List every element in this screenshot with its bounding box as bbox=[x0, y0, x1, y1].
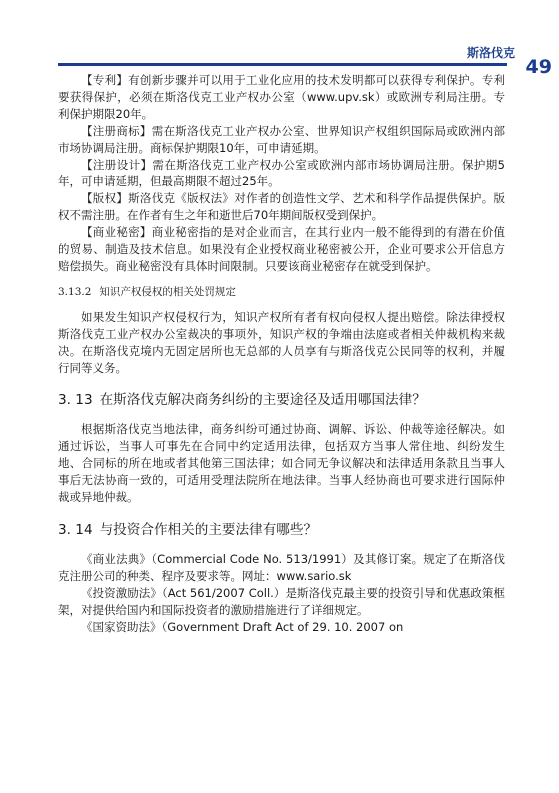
section-number: 3. 13 bbox=[58, 392, 93, 409]
paragraph-disputes: 根据斯洛伐克当地法律，商务纠纷可通过协商、调解、诉讼、仲裁等途径解决。如通过诉讼，当事人可事先在合同中约定适用法律，包括双方当事人常住地、纠纷发生地、合同标的所在地或者其他第三国法律；如合同无争议解决和法律适用条款且当事人事后无法协商一致的，可适用受理法院所在地法律。当事人经协商也可要求进行国际仲裁或异地仲裁。 bbox=[58, 422, 505, 505]
section-heading-3-14 bbox=[58, 521, 505, 539]
section-number: 3. 14 bbox=[58, 521, 93, 538]
paragraph-trademark: 【注册商标】需在斯洛伐克工业产权办公室、世界知识产权组织国际局或欧洲内部市场协调局注册。商标保护期限10年，可申请延期。 bbox=[58, 123, 505, 155]
paragraph-infringement: 如果发生知识产权侵权行为，知识产权所有者有权向侵权人提出赔偿。除法律授权斯洛伐克工业产权办公室裁决的事项外，知识产权的争端由法庭或者相关仲裁机构来裁决。在斯洛伐克境内无固定居所也无总部的人员享有与斯洛伐克公民同等的权利，并履行同等义务。 bbox=[58, 309, 505, 375]
paragraph-design: 【注册设计】需在斯洛伐克工业产权办公室或欧洲内部市场协调局注册。保护期5年，可申请延期，但最高期限不超过25年。 bbox=[58, 157, 505, 189]
paragraph-commercial-code: 《商业法典》（Commercial Code No. 513/1991）及其修订案。规定了在斯洛伐克注册公司的种类、程序及要求等。网址：www.sario.sk bbox=[58, 551, 505, 583]
running-header-title: 斯洛伐克 bbox=[466, 46, 515, 60]
page-body bbox=[58, 72, 505, 635]
section-heading-3-13 bbox=[58, 391, 505, 409]
paragraph-trade-secret: 【商业秘密】商业秘密指的是对企业而言，在其行业内一般不能得到的有潜在价值的贸易、制造及技术信息。如果没有企业授权商业秘密被公开，企业可要求公开信息方赔偿损失。商业秘密没有具体时间限制。只要该商业秘密存在就受到保护。 bbox=[58, 225, 505, 273]
paragraph-investment-aid-act: 《投资激励法》（Act 561/2007 Coll.）是斯洛伐克最主要的投资引导和优惠政策框架，对提供给国内和国际投资者的激励措施进行了详细规定。 bbox=[58, 585, 505, 617]
paragraph-copyright: 【版权】斯洛伐克《版权法》对作者的创造性文学、艺术和科学作品提供保护。版权不需注册。在作者有生之年和逝世后70年期间版权受到保护。 bbox=[58, 191, 505, 223]
section-title: 与投资合作相关的主要法律有哪些？ bbox=[99, 521, 318, 538]
paragraph-state-aid-act: 《国家资助法》（Government Draft Act of 29. 10. 2007 on bbox=[81, 619, 404, 634]
subsection-heading-3-13-2 bbox=[58, 284, 505, 301]
section-title: 在斯洛伐克解决商务纠纷的主要途径及适用哪国法律？ bbox=[99, 392, 426, 409]
subsection-number: 3.13.2 bbox=[58, 285, 92, 298]
paragraph-patent: 【专利】有创新步骤并可以用于工业化应用的技术发明都可以获得专利保护。专利要获得保护，必须在斯洛伐克工业产权办公室（www.upv.sk）或欧洲专利局注册。专利保护期限20年。 bbox=[58, 73, 505, 121]
page-number: 49 bbox=[525, 56, 552, 78]
subsection-title: 知识产权侵权的相关处罚规定 bbox=[99, 285, 236, 298]
header-rule bbox=[58, 63, 507, 66]
